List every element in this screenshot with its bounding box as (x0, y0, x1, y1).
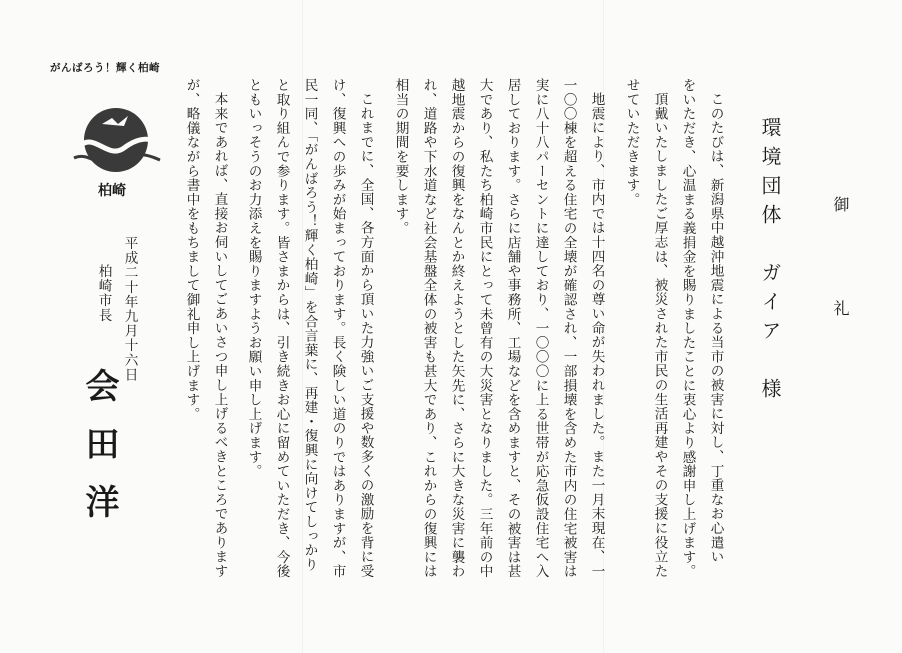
body-line: これまでに、全国、各方面から頂いた力強いご支援や数多くの激励を背に受 (357, 92, 374, 579)
signature: 会田洋 (79, 368, 119, 542)
body-line: 本来であれば、直接お伺いしてごあいさつ申し上げるべきところであります (211, 92, 228, 579)
body-line: 一〇〇棟を超える住宅の全壊が確認され、一部損壊を含めた市内の住宅被害は (560, 78, 577, 579)
logo-motto: がんばろう！輝く柏崎 (50, 62, 160, 74)
body-line: 実に八十八パーセントに達しており、一〇〇〇に上る世帯が応急仮設住宅へ入 (532, 78, 549, 579)
body-line: が、略儀ながら書中をもちまして御礼申し上げます。 (183, 78, 200, 422)
body-line: このたびは、新潟県中越沖地震による当市の被害に対し、丁重なお心遣い (707, 92, 724, 564)
body-line: をいただき、心温まる義捐金を賜りましたことに衷心より感謝申し上げます。 (679, 78, 696, 579)
letter-recipient: 環境団体 ガイア 様 (758, 117, 782, 407)
logo-name: 柏崎 (98, 183, 126, 199)
body-line: 地震により、市内では十四名の尊い命が失われました。また一月末現在、一 (588, 92, 605, 579)
body-line: 民一同、「がんばろう！輝く柏崎」を合言葉に、再建・復興に向けてしっかり (301, 78, 318, 572)
body-line: 居しております。さらに店舗や事務所、工場などを含めますと、その被害は甚 (504, 78, 521, 579)
body-line: と取り組んで参ります。皆さまからは、引き続きお心に留めていただき、今後 (273, 78, 290, 579)
body-line: 相当の期間を要します。 (392, 78, 409, 236)
signer-title: 柏崎市長 (95, 264, 112, 323)
logo-emblem-icon (72, 102, 162, 192)
body-line: れ、道路や下水道など社会基盤全体の被害も甚大であり、これからの復興には (420, 78, 437, 579)
body-line: 越地震からの復興をなんとか終えようとした矢先に、さらに大きな災害に襲わ (448, 78, 465, 579)
body-line: 頂戴いたしましたご厚志は、被災された市民の生活再建やその支援に役立た (651, 92, 668, 579)
body-line: せていただきます。 (623, 78, 640, 207)
body-line: け、復興への歩みが始まっております。長く険しい道のりではありますが、市 (329, 78, 346, 579)
body-line: 大であり、私たち柏崎市民にとって未曾有の大災害となりました。三年前の中 (476, 78, 493, 579)
letter-date: 平成二十年九月十六日 (121, 236, 138, 382)
city-logo (44, 60, 164, 200)
letter-heading: 御 礼 (831, 196, 850, 352)
body-line: ともいっそうのお力添えを賜りますようお願い申し上げます。 (245, 78, 262, 479)
